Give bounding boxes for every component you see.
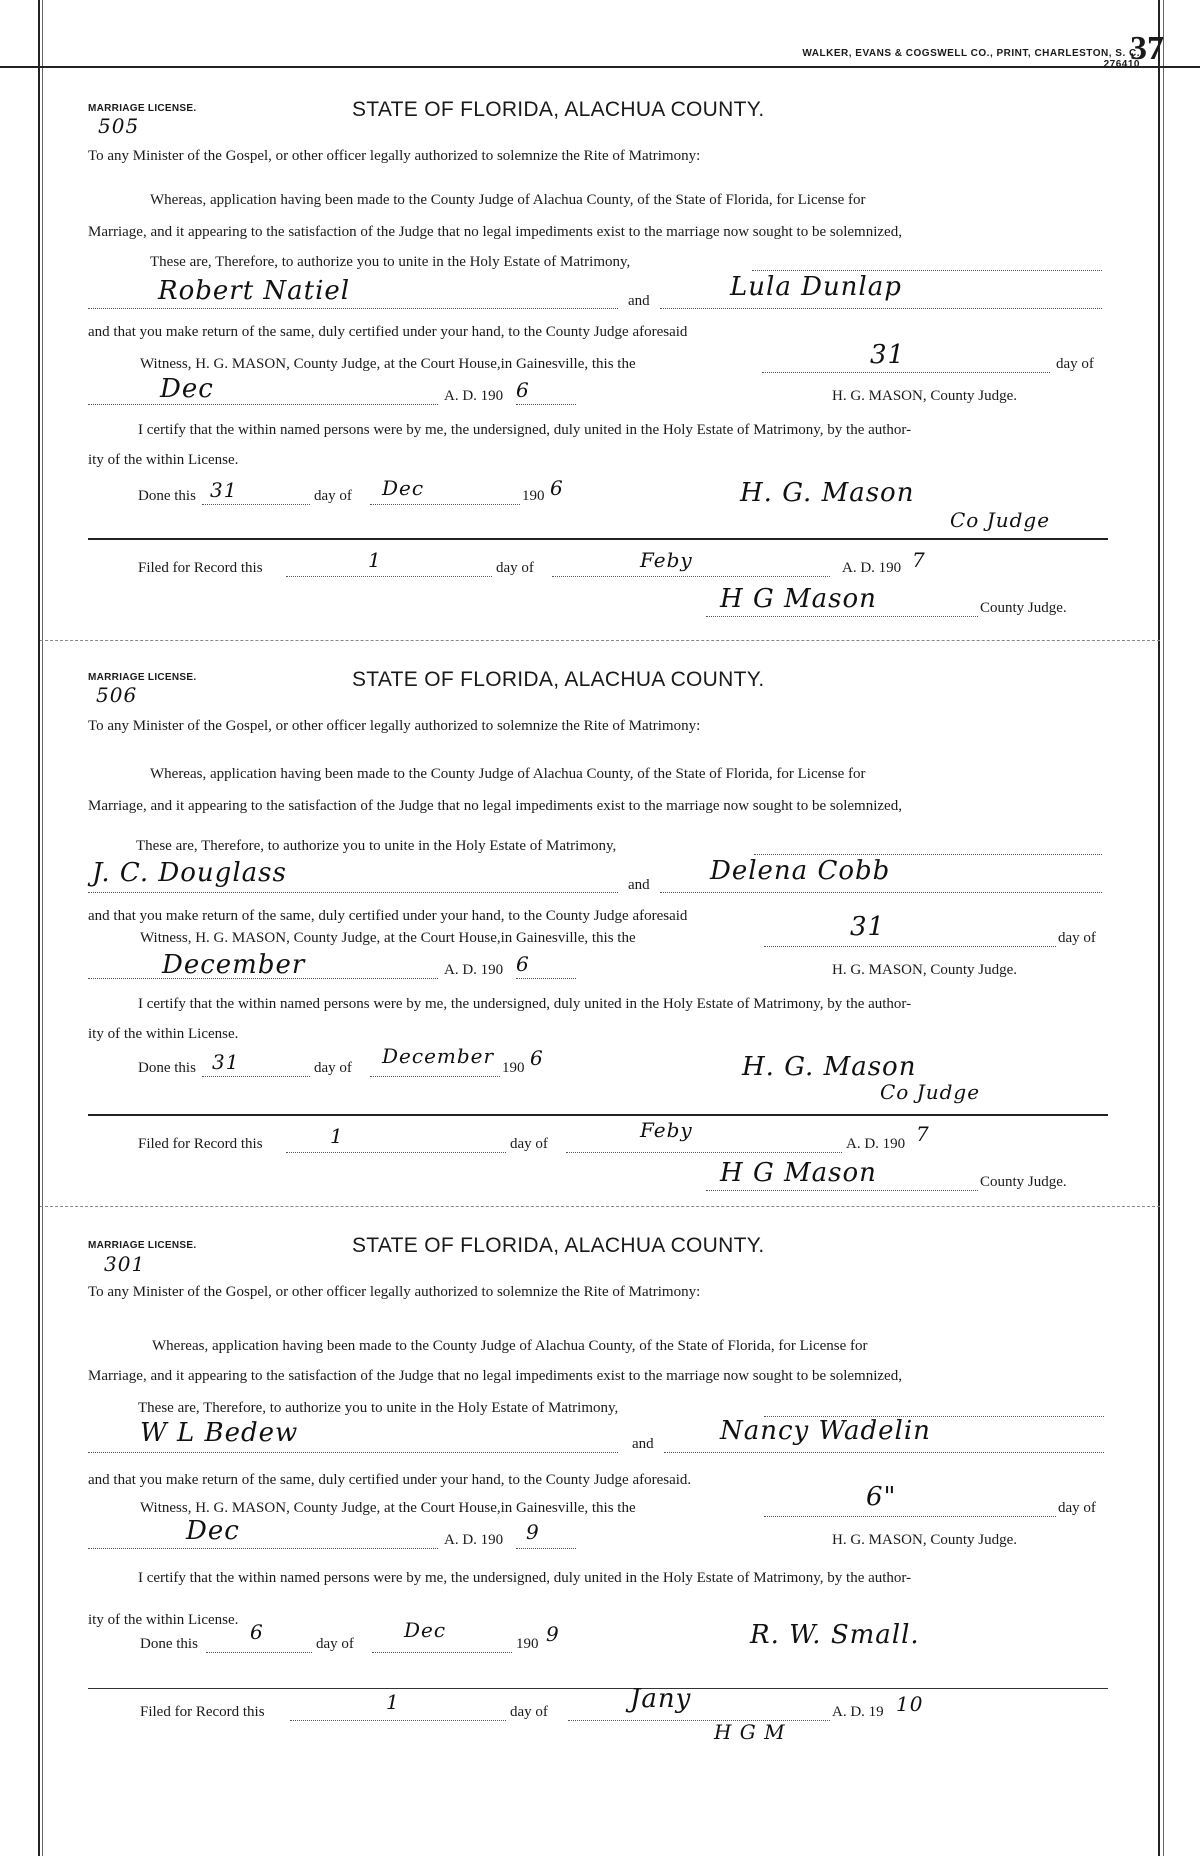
witness-text: Witness, H. G. MASON, County Judge, at the Court House,in Gainesville, this the (140, 1500, 636, 1516)
license-number: 301 (104, 1252, 146, 1276)
bride-name: Delena Cobb (710, 856, 891, 886)
witness-day: 31 (850, 912, 886, 942)
rule (370, 1076, 500, 1077)
done-day-of-text: day of (314, 488, 352, 504)
bride-name: Lula Dunlap (730, 272, 902, 302)
done-this-text: Done this (138, 488, 196, 504)
left-border (38, 0, 40, 1856)
marriage-text: Marriage, and it appearing to the satisfaction of the Judge that no legal impediments exist to the marriage now sought to be solemnized, (88, 1368, 902, 1384)
done-day-of-text: day of (316, 1636, 354, 1652)
day-of-text: day of (1058, 930, 1096, 946)
filed-text: Filed for Record this (138, 560, 263, 576)
certify-text-2: ity of the within License. (88, 1026, 239, 1042)
certify-text-2: ity of the within License. (88, 452, 239, 468)
filed-year: 7 (912, 548, 926, 572)
whereas-text: Whereas, application having been made to the County Judge of Alachua County, of the State of Florida, for License for (152, 1338, 868, 1354)
done-month: Dec (404, 1618, 447, 1642)
done-month: Dec (382, 476, 425, 500)
rule (88, 1452, 618, 1453)
filed-day: 1 (330, 1124, 344, 1148)
rule (88, 892, 618, 893)
witness-year: 6 (516, 378, 530, 402)
rule (552, 576, 830, 577)
clerk-signature: H G M (714, 1720, 786, 1744)
rule (516, 404, 576, 405)
rule (370, 504, 520, 505)
groom-name: J. C. Douglass (92, 858, 287, 888)
done-year: 9 (546, 1622, 560, 1646)
clerk-signature: H G Mason (720, 584, 877, 614)
witness-year: 6 (516, 952, 530, 976)
return-text: and that you make return of the same, duly certified under your hand, to the County Judge aforesaid (88, 908, 688, 924)
right-border (1158, 0, 1160, 1856)
witness-day: 31 (870, 340, 906, 370)
rule (290, 1720, 506, 1721)
witness-day: 6" (866, 1482, 897, 1512)
rule (764, 946, 1056, 947)
license-address: To any Minister of the Gospel, or other officer legally authorized to solemnize the Rite of Matrimony: (88, 148, 701, 164)
license-label: MARRIAGE LICENSE. (88, 1240, 197, 1251)
rule (88, 308, 618, 309)
rule (568, 1720, 830, 1721)
done-day: 6 (250, 1620, 264, 1644)
license-number: 506 (96, 683, 138, 707)
filed-day-of-text: day of (496, 560, 534, 576)
filed-month: Jany (630, 1684, 692, 1714)
rule (664, 1452, 1104, 1453)
officiant-signature: H. G. Mason (740, 478, 915, 508)
rule (202, 1076, 310, 1077)
rule (762, 372, 1050, 373)
certify-text-2: ity of the within License. (88, 1612, 239, 1628)
rule (88, 978, 438, 979)
groom-name: W L Bedew (140, 1418, 299, 1448)
filed-day: 1 (386, 1690, 400, 1714)
filed-month: Feby (640, 548, 693, 572)
rule (202, 504, 310, 505)
these-are-text: These are, Therefore, to authorize you to unite in the Holy Estate of Matrimony, (150, 254, 631, 270)
rule (764, 1516, 1056, 1517)
right-border-inner (1163, 0, 1164, 1856)
done-day-of-text: day of (314, 1060, 352, 1076)
whereas-text: Whereas, application having been made to the County Judge of Alachua County, of the State of Florida, for License for (150, 192, 866, 208)
license-label: MARRIAGE LICENSE. (88, 103, 197, 114)
filed-day-of-text: day of (510, 1704, 548, 1720)
ad-text: A. D. 190 (444, 388, 504, 404)
return-text: and that you make return of the same, duly certified under your hand, to the County Judge aforesaid. (88, 1472, 692, 1488)
filed-month: Feby (640, 1118, 693, 1142)
witness-month: Dec (160, 374, 214, 404)
officiant-title: Co Judge (880, 1080, 981, 1104)
judge-text: H. G. MASON, County Judge. (832, 1532, 1018, 1548)
whereas-text: Whereas, application having been made to the County Judge of Alachua County, of the State of Florida, for License for (150, 766, 866, 782)
marriage-text: Marriage, and it appearing to the satisfaction of the Judge that no legal impediments exist to the marriage now sought to be solemnized, (88, 224, 902, 240)
filed-ad-text: A. D. 190 (846, 1136, 906, 1152)
done-year: 6 (550, 476, 564, 500)
license-heading: STATE OF FLORIDA, ALACHUA COUNTY. (352, 98, 765, 121)
and-text: and (628, 877, 650, 893)
rule (566, 1152, 842, 1153)
rule (372, 1652, 512, 1653)
filed-year: 7 (916, 1122, 930, 1146)
license-separator (40, 640, 1160, 641)
done-year-prefix: 190 (522, 488, 545, 504)
rule (206, 1652, 312, 1653)
witness-year: 9 (526, 1520, 540, 1544)
done-this-text: Done this (138, 1060, 196, 1076)
filed-ad-text: A. D. 19 (832, 1704, 884, 1720)
rule (286, 1152, 506, 1153)
judge-text: H. G. MASON, County Judge. (832, 388, 1018, 404)
done-year: 6 (530, 1046, 544, 1070)
left-border-inner (42, 0, 43, 1856)
officiant-signature: H. G. Mason (742, 1052, 917, 1082)
rule (516, 1548, 576, 1549)
rule (706, 616, 978, 617)
rule (660, 308, 1102, 309)
day-of-text: day of (1056, 356, 1094, 372)
officiant-signature: R. W. Small. (750, 1620, 920, 1650)
done-this-text: Done this (140, 1636, 198, 1652)
return-text: and that you make return of the same, duly certified under your hand, to the County Judge aforesaid (88, 324, 688, 340)
done-month: December (382, 1044, 495, 1068)
license-label: MARRIAGE LICENSE. (88, 672, 197, 683)
rule (660, 892, 1102, 893)
section-rule (88, 1688, 1108, 1689)
license-heading: STATE OF FLORIDA, ALACHUA COUNTY. (352, 668, 765, 691)
filed-text: Filed for Record this (138, 1136, 263, 1152)
and-text: and (628, 293, 650, 309)
rule (754, 854, 1102, 855)
witness-text: Witness, H. G. MASON, County Judge, at the Court House,in Gainesville, this the (140, 356, 636, 372)
certify-text: I certify that the within named persons were by me, the undersigned, duly united in the Holy Estate of Matrimony, by the author- (138, 996, 912, 1012)
ad-text: A. D. 190 (444, 1532, 504, 1548)
done-day: 31 (212, 1050, 240, 1074)
groom-name: Robert Natiel (158, 276, 351, 306)
county-judge-text: County Judge. (980, 600, 1067, 616)
rule (752, 270, 1102, 271)
judge-text: H. G. MASON, County Judge. (832, 962, 1018, 978)
done-year-prefix: 190 (502, 1060, 525, 1076)
filed-year: 10 (896, 1692, 924, 1716)
filed-day-of-text: day of (510, 1136, 548, 1152)
ad-text: A. D. 190 (444, 962, 504, 978)
rule (516, 978, 576, 979)
witness-month: December (162, 950, 306, 980)
county-judge-text: County Judge. (980, 1174, 1067, 1190)
printer-imprint: WALKER, EVANS & COGSWELL CO., PRINT, CHARLESTON, S. C. 276410 (802, 48, 1140, 70)
witness-month: Dec (186, 1516, 240, 1546)
filed-day: 1 (368, 548, 382, 572)
section-rule (88, 538, 1108, 540)
section-rule (88, 1114, 1108, 1116)
license-address: To any Minister of the Gospel, or other officer legally authorized to solemnize the Rite of Matrimony: (88, 1284, 701, 1300)
license-number: 505 (98, 114, 140, 138)
license-heading: STATE OF FLORIDA, ALACHUA COUNTY. (352, 1234, 765, 1257)
these-are-text: These are, Therefore, to authorize you to unite in the Holy Estate of Matrimony, (138, 1400, 619, 1416)
certify-text: I certify that the within named persons were by me, the undersigned, duly united in the Holy Estate of Matrimony, by the author- (138, 1570, 912, 1586)
rule (706, 1190, 978, 1191)
page-number: 37 (1130, 30, 1164, 67)
done-day: 31 (210, 478, 238, 502)
rule (88, 1548, 438, 1549)
clerk-signature: H G Mason (720, 1158, 877, 1188)
filed-ad-text: A. D. 190 (842, 560, 902, 576)
witness-text-line: Witness, H. G. MASON, County Judge, at the Court House,in Gainesville, this the (140, 930, 636, 946)
done-year-prefix: 190 (516, 1636, 539, 1652)
certify-text: I certify that the within named persons were by me, the undersigned, duly united in the Holy Estate of Matrimony, by the author- (138, 422, 912, 438)
bride-name: Nancy Wadelin (720, 1416, 931, 1446)
filed-text: Filed for Record this (140, 1704, 265, 1720)
officiant-title: Co Judge (950, 508, 1051, 532)
license-separator (40, 1206, 1160, 1207)
license-address: To any Minister of the Gospel, or other officer legally authorized to solemnize the Rite of Matrimony: (88, 718, 701, 734)
day-of-text: day of (1058, 1500, 1096, 1516)
and-text: and (632, 1436, 654, 1452)
rule (88, 404, 438, 405)
marriage-text: Marriage, and it appearing to the satisfaction of the Judge that no legal impediments exist to the marriage now sought to be solemnized, (88, 798, 902, 814)
rule (286, 576, 492, 577)
these-are-text: These are, Therefore, to authorize you to unite in the Holy Estate of Matrimony, (136, 838, 617, 854)
